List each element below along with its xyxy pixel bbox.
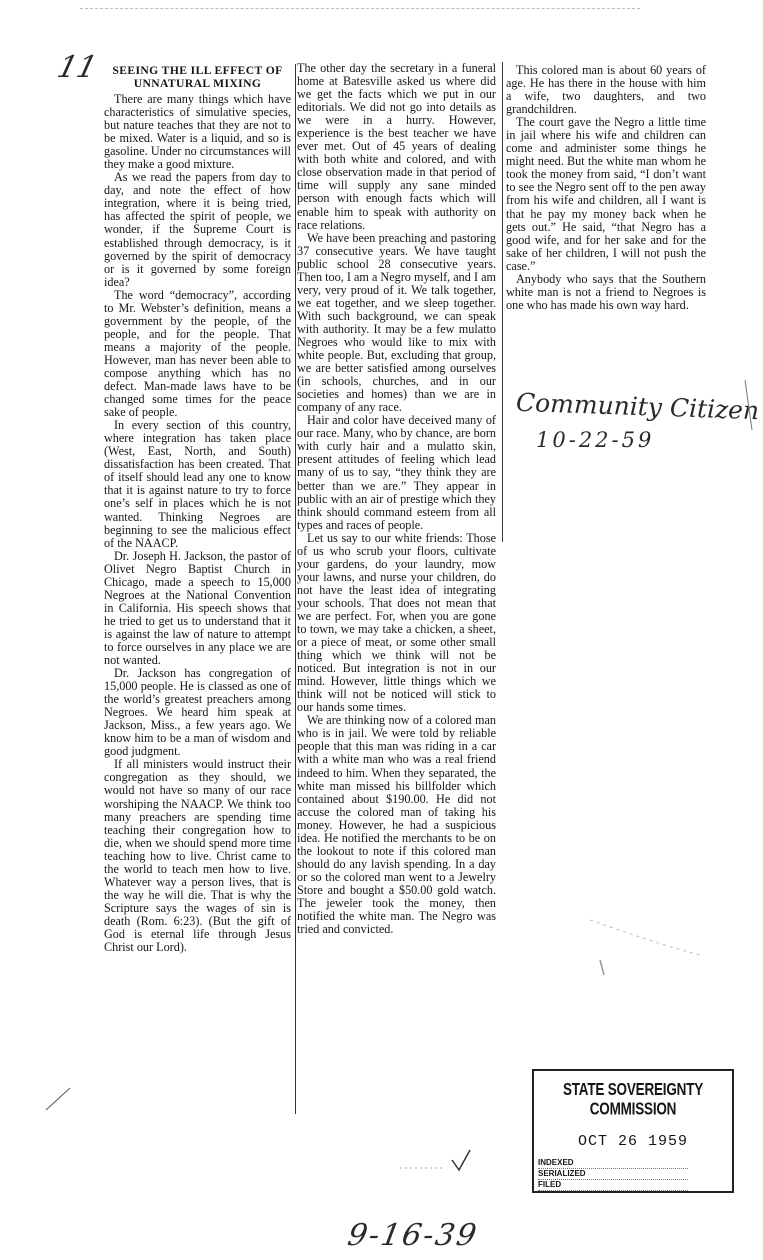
commission-stamp bbox=[532, 1069, 734, 1193]
margin-number: 11 bbox=[53, 50, 101, 85]
paragraph: This colored man is about 60 years of age. He has there in the house with him a wife, two daughters, and two grandchildren. bbox=[506, 63, 706, 117]
paragraph: The other day the secretary in a funeral home at Batesville asked us where did we get the facts which we put in our editorials. We did not go into details as we were in a hurry. However, experience is the best teacher we have ever met. Out of 45 years of dealing with both white and colored, and with close observation made in that period of time will supply any sane minded person with enough facts which will enable him to speak with authority on race relations. bbox=[297, 61, 496, 232]
headline-line-2: UNNATURAL MIXING bbox=[133, 77, 262, 90]
paragraph: As we read the papers from day to day, and note the effect of how integration, where it is being tried, has affected the spirit of people, we wonder, if the Supreme Court is established through democracy, is it governed by the spirit of democracy or is it governed by some foreign idea? bbox=[104, 170, 291, 289]
paragraph: There are many things which have characteristics of simulative species, but nature teaches that they are not to be mixed. Water is a liquid, and so is gasoline. Under no circumstances will they make a good mixture. bbox=[104, 92, 291, 172]
paragraph: The court gave the Negro a little time in jail where his wife and children can come and administer some things he might need. But the white man whom he took the money from said, “I don’t want to see the Negro sent off to the pen away from his wife and children, all I want is that he pay my money back when he gets out.” He said, “that Negro has a good wife, and for her sake and for the sake of her children, I will not push the case.” bbox=[506, 115, 706, 273]
paragraph: In every section of this country, where integration has taken place (West, East, North, and South) dissatisfaction has been created. That of itself should lead any one to know that it is against nature to try to force one’s self in places which he is not wanted. Thinking Negroes are beginning to see the malicious effect of the NAACP. bbox=[104, 418, 291, 550]
paragraph: We have been preaching and pastoring 37 consecutive years. We have taught public school 28 consecutive years. Then too, I am a Negro myself, and I am very, very proud of it. We talk together, we eat together, and we sleep together. With such background, we can speak with authority. It may be a few mulatto Negroes who would like to mix with white people. But, excluding that group, we are better satisfied among ourselves (in schools, churches, and in our societies and homes) than we are in company of any race. bbox=[297, 230, 496, 415]
handwritten-source: Community Citizen bbox=[515, 387, 760, 426]
paragraph: Dr. Joseph H. Jackson, the pastor of Olivet Negro Baptist Church in Chicago, made a speech to 15,000 Negroes at the National Convention in California. His speech shows that he tried to get us to understand that it is against the law of nature to attempt to force ourselves in any place we are not wanted. bbox=[104, 548, 291, 668]
stamp-title: STATE SOVEREIGNTY COMMISSION bbox=[562, 1079, 704, 1119]
stamp-date: OCT 26 1959 bbox=[577, 1133, 689, 1150]
paragraph: The word “democracy”, according to Mr. Webster’s definition, means a government by the people, of the people, and for the people. That means a majority of the people. However, man has never been able to compose anything which has no defect. Man-made laws have to be changed some times for the peace sake of people. bbox=[104, 287, 291, 420]
paragraph: Hair and color have deceived many of our race. Many, who by chance, are born with curly hair and a mulatto skin, present attitudes of feeling which lead many of us to say, “they think they are better than we are.” They appear in public with an air of prestige which they think should command esteem from all types and races of people. bbox=[297, 413, 496, 532]
handwritten-page-number: 9-16-39 bbox=[344, 1218, 481, 1253]
paragraph: Dr. Jackson has congregation of 15,000 people. He is classed as one of the world’s greatest preachers among Negroes. We heard him speak at Jackson, Miss., a few years ago. We know him to be a man of wisdom and good judgment. bbox=[104, 666, 291, 759]
paragraph: If all ministers would instruct their congregation as they should, we would not have so many of our race worshiping the NAACP. We think too many preachers are spending time teaching their congregation how to die, when we should spend more time teaching how to live. Christ came to the world to teach men how to live. Whatever way a person lives, that is the way he will die. That is why the Scripture says the wages of sin is death (Rom. 6:23). (But the gift of God is eternal life through Jesus Christ our Lord). bbox=[104, 757, 291, 955]
stamp-field-serialized: SERIALIZED bbox=[538, 1169, 688, 1180]
headline-line-1: SEEING THE ILL EFFECT OF bbox=[112, 64, 283, 77]
paragraph: Anybody who says that the Southern white man is not a friend to Negroes is one who has made his own way hard. bbox=[506, 271, 706, 312]
paragraph: We are thinking now of a colored man who is in jail. We were told by reliable people that this man was riding in a car with a white man who was a real friend indeed to him. When they separated, the white man missed his billfolder which contained about $190.00. He did not accuse the colored man of taking his money. However, he had a suspicious idea. He notified the merchants to be on the lookout to note if this colored man should do any lavish spending. In a day or so the colored man went to a Jewelry Store and bought a $50.00 gold watch. The jeweler took the money, then notified the white man. The Negro was tried and convicted. bbox=[297, 713, 496, 937]
stamp-field-filed: FILED bbox=[538, 1180, 688, 1191]
handwritten-date: 10-22-59 bbox=[536, 428, 655, 452]
stamp-field-indexed: INDEXED bbox=[538, 1158, 688, 1169]
stamp-fields bbox=[538, 1158, 688, 1191]
paragraph: Let us say to our white friends: Those of us who scrub your floors, cultivate your gardens, do your laundry, mow your lawns, and nurse your children, do not have the least idea of integrating your schools. That does not mean that we are perfect. For, when you are gone to town, we may take a chicken, a sheet, or a piece of meat, or some other small thing which we think will not be noticed. But integration is not in our mind. However, little things which we think will not be noticed will stick to our hands some times. bbox=[297, 530, 496, 715]
